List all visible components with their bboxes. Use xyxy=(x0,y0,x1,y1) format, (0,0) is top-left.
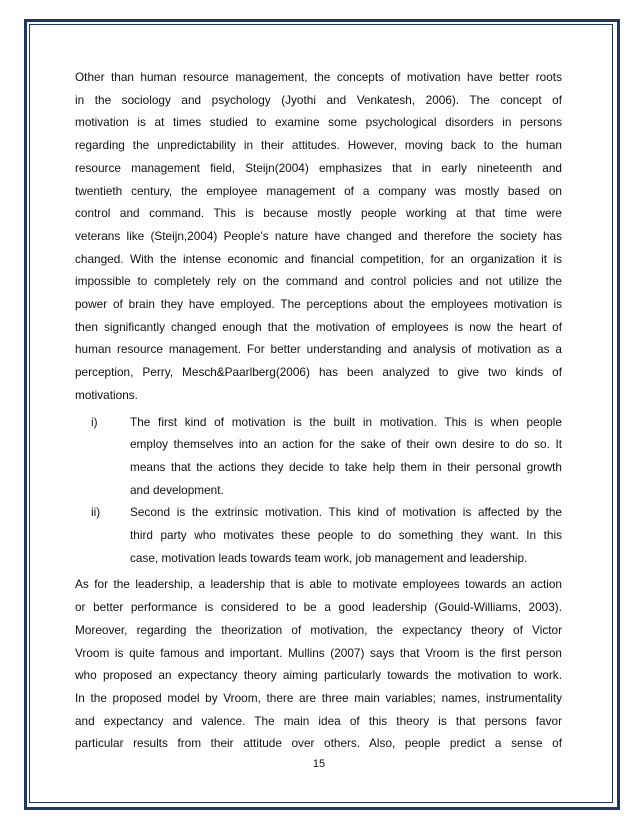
text-line: then significantly changed enough that the motivation of employees is now the heart of xyxy=(75,319,562,334)
text-line: and expectancy and valence. The main idea of this theory is that persons favor xyxy=(75,713,562,728)
text-line: Moreover, regarding the theorization of motivation, the expectancy theory of Victor xyxy=(75,622,562,637)
text-line: impossible to completely rely on the command and control policies and not utilize the xyxy=(75,274,562,289)
paragraph-1 xyxy=(75,66,562,407)
list-marker: ii) xyxy=(91,505,101,520)
document-body xyxy=(75,66,562,755)
text-line: employ themselves into an action for the sake of their own desire to do so. It xyxy=(130,437,562,452)
text-line: As for the leadership, a leadership that is able to motivate employees towards an action xyxy=(75,577,562,592)
text-line: control and command. This is because mostly people working at that time were xyxy=(75,206,562,221)
list-item xyxy=(75,501,562,569)
text-line: and development. xyxy=(130,482,224,497)
list-item xyxy=(75,411,562,502)
text-line: veterans like (Steijn,2004) People’s nature have changed and therefore the society has xyxy=(75,228,562,243)
text-line: power of brain they have employed. The perceptions about the employees motivation is xyxy=(75,297,562,312)
text-line: Vroom is quite famous and important. Mullins (2007) says that Vroom is the first person xyxy=(75,645,562,660)
text-line: In the proposed model by Vroom, there are three main variables; names, instrumentality xyxy=(75,690,562,705)
text-line: who proposed an expectancy theory aiming particularly towards the motivation to work. xyxy=(75,668,562,683)
text-line: case, motivation leads towards team work, job management and leadership. xyxy=(130,550,528,565)
text-line: motivation is at times studied to examine some psychological disorders in persons xyxy=(75,115,562,130)
text-line: changed. With the intense economic and financial competition, for an organization it is xyxy=(75,251,562,266)
text-line: third party who motivates these people to do something they want. In this xyxy=(130,528,562,543)
text-line: Other than human resource management, the concepts of motivation have better roots xyxy=(75,70,562,84)
list-item-text xyxy=(130,501,562,569)
motivation-list xyxy=(75,411,562,570)
paragraph-2 xyxy=(75,573,562,755)
text-line: perception, Perry, Mesch&Paarlberg(2006) has been analyzed to give two kinds of xyxy=(75,365,562,380)
page-number: 15 xyxy=(312,758,326,770)
text-line: twentieth century, the employee management of a company was mostly based on xyxy=(75,183,562,198)
list-marker: i) xyxy=(91,414,98,429)
text-line: Second is the extrinsic motivation. This kind of motivation is affected by the xyxy=(130,505,562,520)
text-line: in the sociology and psychology (Jyothi and Venkatesh, 2006). The concept of xyxy=(75,92,562,107)
text-line: human resource management. For better understanding and analysis of motivation as a xyxy=(75,342,562,357)
text-line: resource management field, Steijn(2004) emphasizes that in early nineteenth and xyxy=(75,160,562,175)
list-item-text xyxy=(130,411,562,502)
text-line: The first kind of motivation is the built in motivation. This is when people xyxy=(130,414,562,429)
text-line: means that the actions they decide to take help them in their personal growth xyxy=(130,459,562,474)
text-line: particular results from their attitude over others. Also, people predict a sense of xyxy=(75,736,562,751)
text-line: regarding the unpredictability in their attitudes. However, moving back to the human xyxy=(75,138,562,153)
text-line: motivations. xyxy=(75,387,138,402)
text-line: or better performance is considered to be a good leadership (Gould-Williams, 2003). xyxy=(75,600,562,615)
